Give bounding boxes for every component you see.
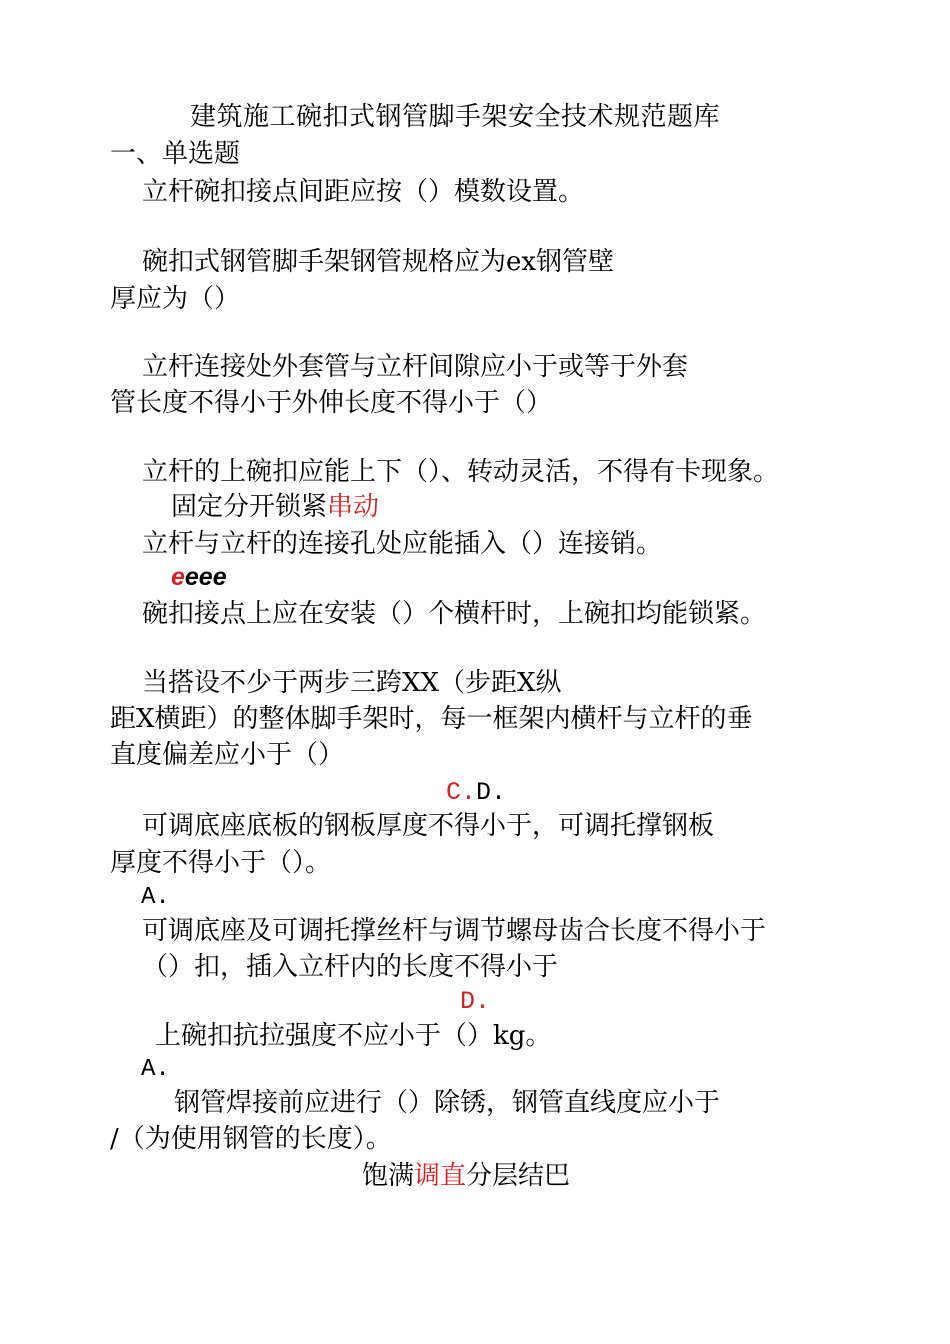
answer-highlight: e — [171, 563, 185, 591]
question-7-options — [446, 780, 506, 805]
question-10-option: A. — [141, 1056, 170, 1083]
option-d: D. — [476, 778, 507, 807]
question-8-line-1: 可调底座底板的钢板厚度不得小于，可调托撑钢板 — [142, 811, 715, 841]
question-11-line-2: /（为使用钢管的长度）。 — [110, 1124, 392, 1154]
answer-options-text: 固定分开锁紧 — [171, 492, 328, 522]
question-6: 碗扣接点上应在安装（）个横杆时，上碗扣均能锁紧。 — [142, 599, 767, 629]
question-8-line-2: 厚度不得小于（）。 — [110, 848, 332, 878]
question-8-option: A. — [141, 884, 170, 911]
question-9-line-1: 可调底座及可调托撑丝杆与调节螺母齿合长度不得小于 — [142, 916, 767, 946]
question-7-line-3: 直度偏差应小于（） — [110, 740, 345, 770]
question-4-answer — [171, 494, 379, 520]
answer-options-text: eee — [184, 563, 227, 591]
question-3-line-2: 管长度不得小于外伸长度不得小于（） — [110, 388, 553, 418]
answer-option-3: 分层结巴 — [466, 1161, 571, 1191]
question-4: 立杆的上碗扣应能上下（）、转动灵活，不得有卡现象。 — [142, 457, 780, 487]
question-1: 立杆碗扣接点间距应按（）模数设置。 — [142, 177, 585, 207]
question-5: 立杆与立杆的连接孔处应能插入（）连接销。 — [142, 529, 663, 559]
question-2-line-2: 厚应为（） — [110, 284, 241, 314]
question-7-line-2: 距X横距）的整体脚手架时，每一框架内横杆与立杆的垂 — [110, 704, 753, 734]
question-10: 上碗扣抗拉强度不应小于（）kg。 — [155, 1021, 552, 1051]
answer-highlight: 调直 — [414, 1161, 467, 1191]
option-c: C. — [446, 778, 477, 807]
question-9-line-2: （）扣，插入立杆内的长度不得小于 — [142, 952, 559, 982]
question-11-line-1: 钢管焊接前应进行（）除锈，钢管直线度应小于 — [174, 1088, 721, 1118]
section-heading: 一、单选题 — [110, 139, 241, 169]
question-11-answer — [362, 1163, 570, 1189]
question-9-option: D. — [460, 987, 491, 1016]
question-5-answer — [171, 565, 227, 590]
question-3-line-1: 立杆连接处外套管与立杆间隙应小于或等于外套 — [142, 352, 689, 382]
document-title: 建筑施工碗扣式钢管脚手架安全技术规范题库 — [190, 102, 721, 132]
question-2-line-1: 碗扣式钢管脚手架钢管规格应为ex钢管壁 — [142, 247, 615, 277]
answer-highlight: 串动 — [327, 492, 380, 522]
question-7-line-1: 当搭设不少于两步三跨XX（步距X纵 — [142, 668, 562, 698]
answer-option-1: 饱满 — [362, 1161, 415, 1191]
